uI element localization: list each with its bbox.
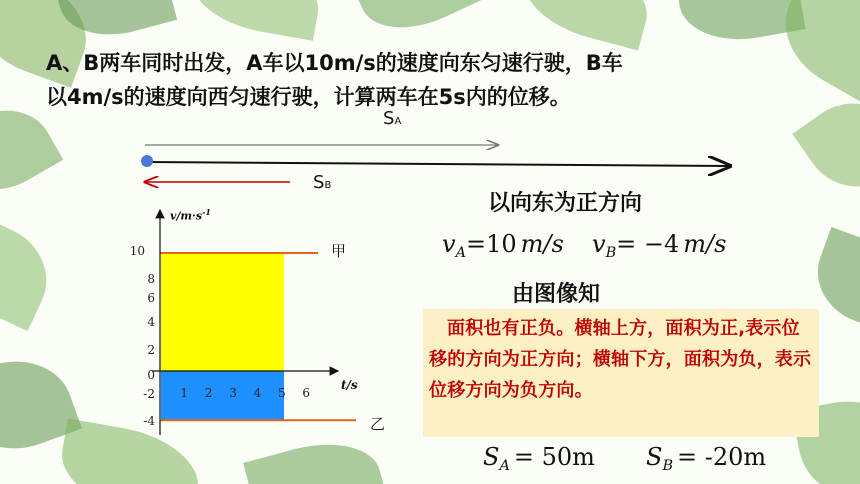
x-tick-label: 4 [253, 386, 262, 400]
velocity-b: $v_B= -4$ m/s [592, 230, 727, 262]
label-jia: 甲 [331, 242, 347, 260]
y-tick-label: 6 [147, 291, 155, 305]
x-tick-label: 2 [204, 386, 213, 400]
sa-label: SA [383, 108, 402, 129]
result-sb: $S_B = -20m$ [646, 443, 767, 475]
y-tick-label: -4 [143, 414, 155, 428]
explanation-text: 面积也有正负。横轴上方，面积为正,表示位移的方向为正方向；横轴下方，面积为负，表示位移方向为负方向。 [429, 318, 812, 401]
y-tick-label: 8 [147, 272, 155, 286]
label-yi: 乙 [370, 415, 386, 433]
y-tick-label: 10 [129, 244, 145, 258]
problem-line-2: 以4m/s的速度向西匀速行驶，计算两车在5s内的位移。 [46, 85, 571, 109]
direction-text: 以向东为正方向 [488, 191, 643, 216]
y-tick-label: 0 [147, 368, 155, 382]
x-tick-label: 1 [180, 386, 189, 400]
from-graph-text: 由图像知 [512, 282, 601, 307]
x-tick-label: 6 [302, 386, 311, 400]
x-tick-label: 5 [278, 386, 286, 400]
velocity-a: $v_A=10$ m/s [442, 230, 564, 262]
result-sa: $S_A = 50m$ [483, 443, 595, 475]
problem-line-1: A、B两车同时出发，A车以10m/s的速度向东匀速行驶，B车 [46, 51, 623, 75]
y-tick-label: 2 [147, 343, 155, 357]
x-tick-label: 3 [229, 386, 237, 400]
y-tick-label: 4 [147, 315, 155, 329]
y-axis-label: $v/m\cdot s^{-1}$ [170, 207, 211, 223]
y-tick-label: -2 [143, 387, 155, 401]
sb-label: SB [313, 172, 332, 193]
area-positive [161, 253, 284, 371]
x-axis-label: t/s [341, 378, 358, 392]
